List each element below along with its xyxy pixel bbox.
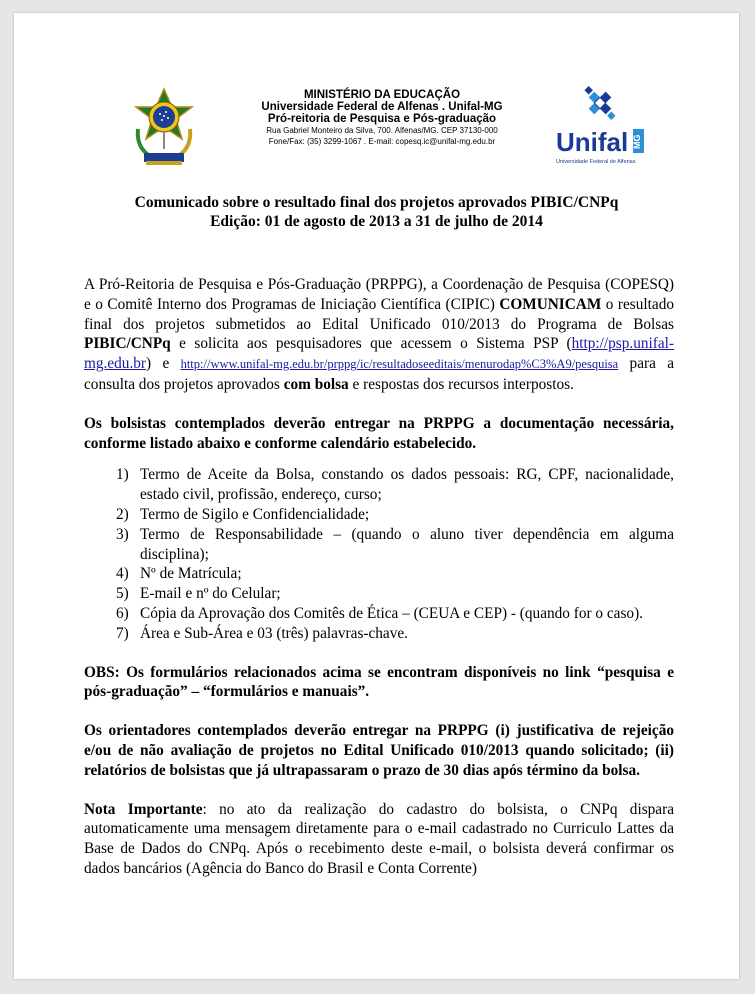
nota-paragraph xyxy=(84,800,674,879)
list-text: Termo de Aceite da Bolsa, constando os dados pessoais: RG, CPF, nacionalidade, estado civil, profissão, endereço, curso; xyxy=(140,466,674,504)
list-number: 3) xyxy=(116,525,129,543)
letterhead xyxy=(14,13,739,163)
intro-bold-comunicam: COMUNICAM xyxy=(499,295,602,313)
list-item xyxy=(84,525,674,565)
svg-text:Universidade Federal de Alfena: Universidade Federal de Alfenas xyxy=(556,159,636,165)
list-item xyxy=(84,505,674,525)
list-text: Termo de Responsabilidade – (quando o aluno tiver dependência em alguma disciplina); xyxy=(140,525,674,563)
list-number: 2) xyxy=(116,505,129,523)
letterhead-text xyxy=(234,89,530,147)
obs-paragraph: OBS: Os formulários relacionados acima se encontram disponíveis no link “pesquisa e pós-graduação” – “formulários e manuais”. xyxy=(84,663,674,701)
list-number: 1) xyxy=(116,466,129,484)
ministry-name: MINISTÉRIO DA EDUCAÇÃO xyxy=(303,89,461,101)
document-page xyxy=(14,13,739,979)
coat-of-arms-icon xyxy=(130,87,198,169)
list-item xyxy=(84,564,674,584)
list-number: 4) xyxy=(116,565,129,583)
document-title xyxy=(14,193,739,231)
orientadores-paragraph: Os orientadores contemplados deverão entregar na PRPPG (i) justificativa de rejeição e/ou de não avaliação de projetos no Edital Unificado 010/2013 quando solicitado; (ii) relatórios de bolsistas que já ultrapassaram o prazo de 30 dias após término da bolsa. xyxy=(84,722,674,779)
list-number: 5) xyxy=(116,585,129,603)
results-page-link[interactable]: http://www.unifal-mg.edu.br/prppg/ic/resultadoseeditais/menurodap%C3%A9/pesquisa xyxy=(180,357,619,372)
intro-bold-program: PIBIC/CNPq xyxy=(84,335,171,353)
list-text: Área e Sub-Área e 03 (três) palavras-chave. xyxy=(140,624,408,642)
list-text: Cópia da Aprovação dos Comitês de Ética – (CEUA e CEP) - (quando for o caso). xyxy=(140,604,643,622)
address-line: Rua Gabriel Monteiro da Silva, 700. Alfenas/MG. CEP 37130-000 xyxy=(266,126,498,135)
bolsistas-paragraph: Os bolsistas contemplados deverão entregar na PRPPG a documentação necessária, conforme listado abaixo e conforme calendário estabelecido. xyxy=(84,414,674,452)
intro-text-5: para a consulta dos projetos aprovados xyxy=(84,355,674,393)
intro-text-2: o resultado final dos projetos submetidos ao Edital Unificado 010/2013 do Programa de Bolsas xyxy=(84,295,674,333)
intro-text-4: ) e xyxy=(146,355,181,373)
contact-line: Fone/Fax: (35) 3299-1067 . E-mail: copesq.ic@unifal-mg.edu.br xyxy=(268,137,496,146)
list-item xyxy=(84,584,674,604)
svg-text:Unifal: Unifal xyxy=(556,127,629,157)
intro-paragraph xyxy=(84,275,674,395)
intro-text-1: A Pró-Reitoria de Pesquisa e Pós-Graduação (PRPPG), a Coordenação de Pesquisa (COPESQ) e o Comitê Interno dos Programas de Iniciação Científica (CIPIC) xyxy=(84,276,674,313)
list-text: Nº de Matrícula; xyxy=(140,565,242,583)
department-name: Pró-reitoria de Pesquisa e Pós-graduação xyxy=(267,113,497,125)
list-item xyxy=(84,465,674,505)
psp-system-link[interactable]: http://psp.unifal-mg.edu.br xyxy=(84,335,674,373)
intro-text-3: e solicita aos pesquisadores que acessem o Sistema PSP ( xyxy=(170,335,572,353)
list-number: 6) xyxy=(116,604,129,622)
title-line-1: Comunicado sobre o resultado final dos projetos aprovados PIBIC/CNPq xyxy=(134,194,619,211)
document-list xyxy=(84,465,674,643)
nota-label: Nota Importante xyxy=(84,800,203,818)
intro-text-6: e respostas dos recursos interpostos. xyxy=(348,375,574,393)
title-line-2: Edição: 01 de agosto de 2013 a 31 de julho de 2014 xyxy=(210,213,543,230)
document-body xyxy=(84,275,674,879)
list-item xyxy=(84,604,674,624)
list-text: Termo de Sigilo e Confidencialidade; xyxy=(140,505,370,523)
list-text: E-mail e nº do Celular; xyxy=(140,585,281,603)
list-item xyxy=(84,624,674,644)
intro-bold-com-bolsa: com bolsa xyxy=(283,375,349,393)
svg-text:MG: MG xyxy=(632,134,642,149)
nota-text: : no ato da realização do cadastro do bolsista, o CNPq dispara automaticamente uma mensagem diretamente para o e-mail cadastrado no Curriculo Lattes da Base de Dados do CNPq. Após o recebimento deste e-mail, o bolsista deverá confirmar os dados bancários (Agência do Banco do Brasil e Conta Corrente) xyxy=(84,800,674,877)
university-name: Universidade Federal de Alfenas . Unifal-MG xyxy=(261,101,503,113)
unifal-logo xyxy=(554,83,646,171)
list-number: 7) xyxy=(116,624,129,642)
